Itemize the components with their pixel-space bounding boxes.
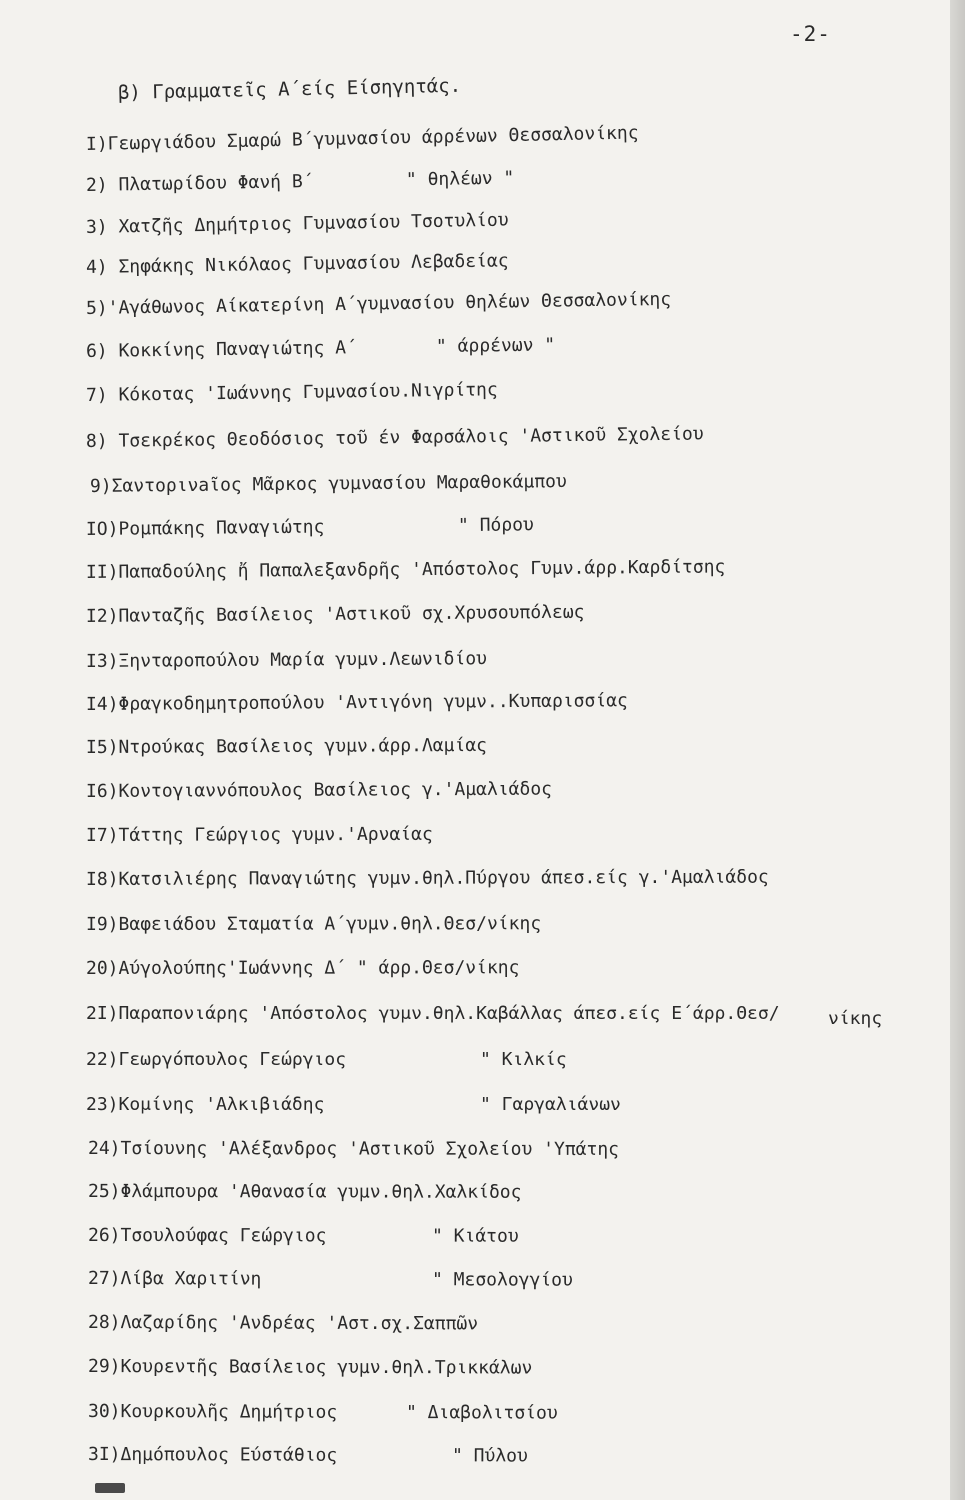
entry-school: " Κιάτου	[431, 1225, 519, 1247]
entry-text: 28)Λαζαρίδης 'Ανδρέας 'Αστ.σχ.Σαππῶν	[87, 1312, 479, 1335]
entry-text: 8) Τσεκρέκος Θεοδόσιος τοῦ έν Φαρσάλοις 'Αστικοῦ Σχολείου	[85, 423, 704, 452]
entry-text: 9)Σαντορινaῖος Μᾶρκος γυμνασίου Μαραθοκάμπου	[89, 471, 567, 497]
list-item	[86, 378, 498, 408]
list-item	[86, 249, 509, 280]
entry-text: Ι6)Κοντογιαννόπουλος Βασίλειος γ.'Αμαλιάδος	[85, 778, 553, 802]
entry-text: 26)Τσουλούφας Γεώργιος	[87, 1225, 327, 1247]
entry-continuation: νίκης	[828, 1008, 883, 1029]
entry-school: " άρρένων "	[435, 334, 556, 358]
entry-text: Ι3)Ξηνταροπούλου Μαρία γυμν.Λεωνιδίου	[85, 648, 488, 672]
entry-text: 30)Κουρκουλῆς Δημήτριος	[87, 1401, 338, 1423]
list-item	[88, 1180, 522, 1205]
list-item	[86, 422, 704, 454]
entry-text: ΙΙ)Παπαδούλης ἤ Παπαλεξανδρῆς 'Απόστολος Γυμν.άρρ.Καρδίτσης	[85, 556, 726, 583]
list-item	[86, 209, 509, 240]
list-item	[86, 1093, 621, 1117]
entry-school: " Γαργαλιάνων	[480, 1094, 621, 1115]
entry-text: 6) Κοκκίνης Παναγιώτης Α΄	[85, 337, 358, 362]
list-item	[85, 167, 515, 198]
entry-text: Ι9)Βαφειάδου Σταματία Α΄γυμν.θηλ.Θεσ/νίκης	[85, 913, 542, 935]
entry-text: 7) Κόκοτας 'Ιωάννης Γυμνασίου.Νιγρίτης	[85, 379, 498, 406]
entry-text: Ι)Γεωργιάδου Σμαρώ Β΄γυμνασίου άρρένων Θεσσαλονίκης	[85, 122, 639, 155]
list-item	[88, 1137, 619, 1162]
entry-text: Ι4)Φραγκοδημητροπούλου 'Αντιγόνη γυμν..Κυπαρισσίας	[85, 690, 628, 715]
entry-text: 3Ι)Δημόπουλος Εύστάθιος	[87, 1444, 338, 1466]
list-item	[86, 956, 520, 981]
list-item	[87, 1267, 573, 1292]
list-item	[86, 647, 487, 674]
page-edge	[950, 0, 965, 1500]
entry-text: 23)Κομίνης 'Αλκιβιάδης	[86, 1094, 325, 1115]
list-item	[88, 1311, 478, 1336]
list-item	[87, 1224, 519, 1248]
list-item	[85, 334, 556, 364]
list-item	[86, 778, 552, 804]
section-heading: β) Γραμματεῖς Α΄είς Είσηγητάς.	[117, 74, 462, 104]
entry-text: Ι2)Πανταζῆς Βασίλειος 'Αστικοῦ σχ.Χρυσουπόλεως	[85, 601, 585, 627]
list-item	[86, 1048, 567, 1072]
entry-text: 20)Αύγολούπης'Ιωάννης Δ΄ " άρρ.Θεσ/νίκης	[85, 957, 520, 979]
list-item	[86, 1002, 780, 1026]
entry-text: 22)Γεωργόπουλος Γεώργιος	[86, 1049, 347, 1070]
list-item	[86, 734, 487, 760]
list-item	[85, 514, 534, 542]
entry-text: 2) Πλατωρίδου Φανή Β΄	[85, 171, 314, 196]
list-item	[88, 1355, 532, 1381]
list-item	[86, 866, 769, 892]
entry-text: 5)'Αγάθωνος Αίκατερίνη Α΄γυμνασίου θηλέων Θεσσαλονίκης	[85, 288, 672, 319]
list-item	[87, 1443, 528, 1468]
list-item	[86, 601, 585, 629]
entry-text: 4) Σηφάκης Νικόλαος Γυμνασίου Λεβαδείας	[85, 250, 509, 278]
list-item	[87, 1400, 558, 1425]
entry-text: 24)Τσίουνης 'Αλέξανδρος 'Αστικοῦ Σχολείου 'Υπάτης	[87, 1138, 620, 1160]
entry-text: 2Ι)Παραπονιάρης 'Απόστολος γυμν.θηλ.Καβάλλας άπεσ.είς Ε΄άρρ.Θεσ/	[86, 1003, 780, 1024]
entry-school: " Κιλκίς	[480, 1049, 567, 1070]
entry-text: Ι5)Ντρούκας Βασίλειος γυμν.άρρ.Λαμίας	[85, 734, 488, 758]
entry-school: " Μεσολογγίου	[431, 1269, 573, 1291]
list-item	[86, 912, 541, 937]
page-number: -2-	[790, 22, 831, 46]
list-item	[86, 121, 639, 157]
entry-text: 27)Λίβα Χαριτίνη	[87, 1268, 262, 1290]
entry-text: 25)Φλάμπουρα 'Αθανασία γυμν.θηλ.Χαλκίδος	[87, 1181, 522, 1203]
list-item	[86, 689, 628, 717]
entry-school: " Πόρου	[457, 514, 534, 537]
entry-school: " Πύλου	[451, 1445, 528, 1467]
entry-text: ΙΟ)Ρομπάκης Παναγιώτης	[85, 516, 325, 540]
entry-text: 29)Κουρεντῆς Βασίλειος γυμν.θηλ.Τρικκάλων	[87, 1356, 533, 1379]
entry-school: " Διαβολιτσίου	[405, 1402, 558, 1424]
entry-text: Ι7)Τάττης Γεώργιος γυμν.'Αρναίας	[85, 823, 433, 846]
ink-mark	[95, 1483, 125, 1493]
list-item	[86, 288, 672, 321]
list-item	[86, 555, 726, 585]
entry-school: " θηλέων "	[405, 167, 515, 191]
entry-text: Ι8)Κατσιλιέρης Παναγιώτης γυμν.θηλ.Πύργου άπεσ.είς γ.'Αμαλιάδος	[85, 866, 769, 890]
entry-text: 3) Χατζῆς Δημήτριος Γυμνασίου Τσοτυλίου	[85, 209, 509, 238]
list-item	[86, 823, 433, 848]
list-item	[90, 470, 567, 499]
